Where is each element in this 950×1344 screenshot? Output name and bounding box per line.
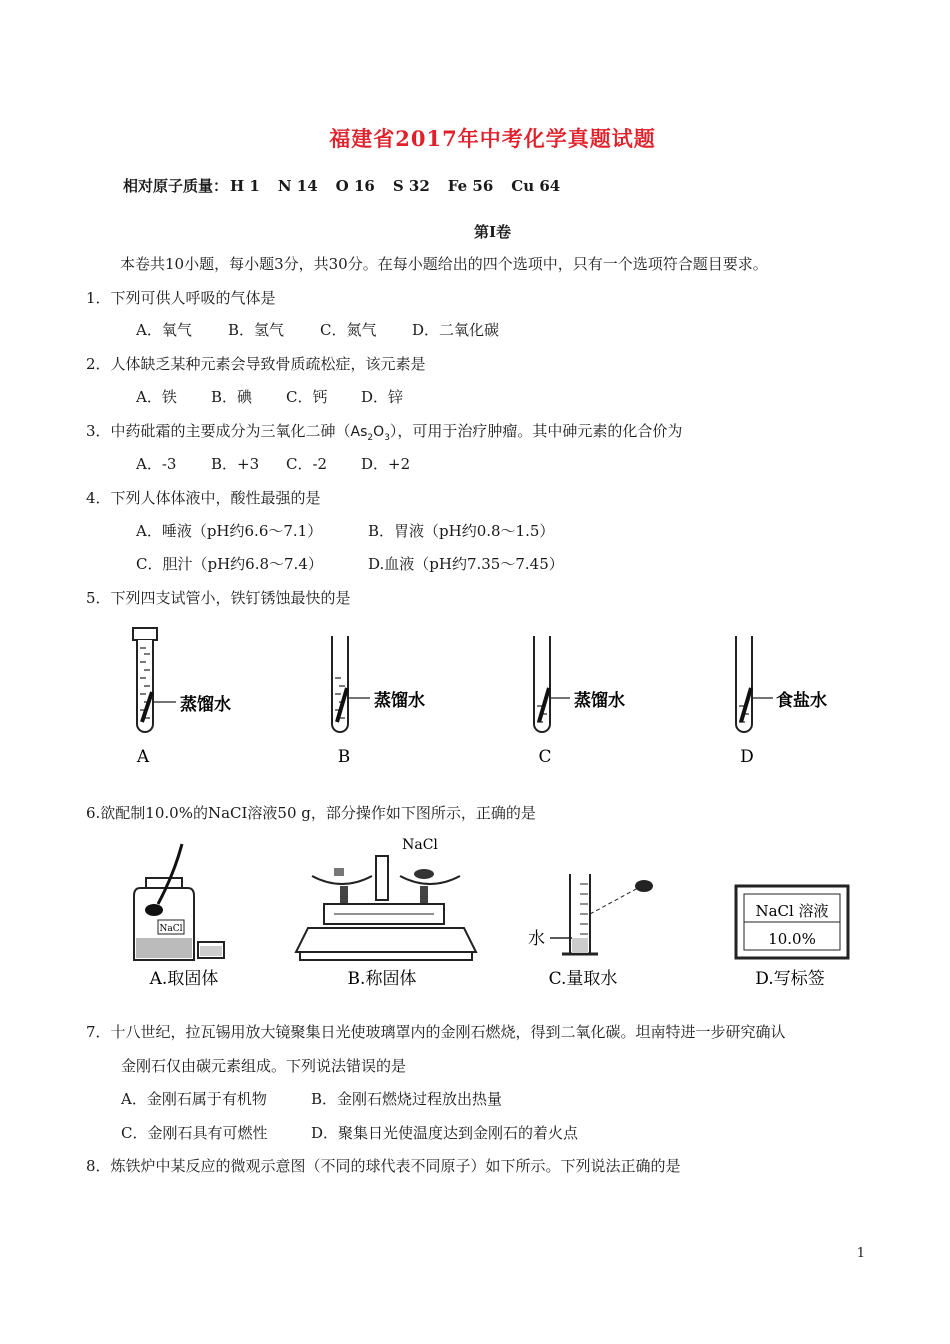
tube-a-liquid: 蒸馏水 bbox=[180, 695, 231, 715]
tag-line-2: 10.0% bbox=[768, 930, 816, 948]
q4-stem: 4．下列人体体液中，酸性最强的是 bbox=[86, 489, 321, 507]
q3-options bbox=[136, 454, 410, 474]
q1-option-a[interactable]: A．氧气 bbox=[136, 321, 192, 339]
q3-formula-as: As bbox=[350, 424, 368, 440]
q1-option-b[interactable]: B．氢气 bbox=[228, 321, 285, 339]
q4-option-c[interactable]: C．胆汁（pH约6.8～7.4） bbox=[136, 555, 323, 573]
tube-d-liquid: 食盐水 bbox=[776, 691, 827, 711]
q2-option-b[interactable]: B．碘 bbox=[211, 388, 253, 406]
tube-d-letter: D bbox=[740, 747, 754, 767]
q7-options-row2 bbox=[121, 1123, 578, 1143]
q3-option-b[interactable]: B．+3 bbox=[211, 455, 260, 473]
q6-stem: 6.欲配制10.0%的NaCI溶液50 g，部分操作如下图所示，正确的是 bbox=[86, 804, 536, 822]
q5-stem: 5．下列四支试管小，铁钉锈蚀最快的是 bbox=[86, 589, 351, 607]
q5-test-tubes-figure bbox=[100, 622, 880, 772]
q3-formula-sub2: 3 bbox=[384, 432, 390, 443]
water-label: 水 bbox=[528, 929, 545, 949]
tube-c-liquid: 蒸馏水 bbox=[574, 691, 625, 711]
q4-option-d[interactable]: D.血液（pH约7.35～7.45） bbox=[368, 555, 564, 573]
q6-operations-figure bbox=[120, 834, 860, 994]
volume-title: 第Ⅰ卷 bbox=[473, 223, 512, 241]
q4-options-row2 bbox=[136, 554, 564, 574]
q3-option-d[interactable]: D．+2 bbox=[361, 455, 411, 473]
q1-option-d[interactable]: D．二氧化碳 bbox=[412, 321, 500, 339]
tube-b-liquid: 蒸馏水 bbox=[374, 691, 425, 711]
tube-a-letter: A bbox=[136, 747, 150, 767]
caption-d: D.写标签 bbox=[755, 969, 825, 989]
tube-a[interactable] bbox=[133, 628, 176, 732]
q3-formula-sub1: 2 bbox=[367, 432, 374, 443]
bottle-label: NaCl bbox=[159, 924, 183, 934]
caption-c: C.量取水 bbox=[548, 969, 618, 989]
q3-stem bbox=[86, 421, 682, 448]
operation-b-balance[interactable] bbox=[296, 856, 476, 960]
q4-option-b[interactable]: B．胃液（pH约0.8～1.5） bbox=[368, 522, 555, 540]
mass-fe: Fe 56 bbox=[447, 177, 494, 195]
operation-c-cylinder[interactable] bbox=[550, 874, 653, 954]
q2-options bbox=[136, 387, 403, 407]
tube-d[interactable] bbox=[736, 636, 773, 732]
mass-n: N 14 bbox=[277, 177, 318, 195]
q3-option-c[interactable]: C．-2 bbox=[286, 455, 328, 473]
mass-o: O 16 bbox=[335, 177, 375, 195]
q3-stem-pre: 3．中药砒霜的主要成分为三氧化二砷（ bbox=[86, 422, 351, 440]
page-number: 1 bbox=[856, 1246, 865, 1261]
tube-c[interactable] bbox=[534, 636, 570, 732]
q3-option-a[interactable]: A．-3 bbox=[136, 455, 177, 473]
operation-a-jar[interactable] bbox=[134, 844, 224, 960]
tag-line-1: NaCl 溶液 bbox=[755, 902, 829, 920]
atomic-masses bbox=[123, 175, 578, 196]
mass-h: H 1 bbox=[230, 177, 260, 195]
page-title: 福建省2017年中考化学真题试题 bbox=[329, 126, 656, 151]
q7-stem-line2: 金刚石仅由碳元素组成。下列说法错误的是 bbox=[121, 1057, 407, 1075]
q2-option-c[interactable]: C．钙 bbox=[286, 388, 328, 406]
tube-b[interactable] bbox=[332, 636, 370, 732]
instructions: 本卷共10小题，每小题3分，共30分。在每小题给出的四个选项中，只有一个选项符合题目要求。 bbox=[120, 255, 768, 273]
q2-stem: 2．人体缺乏某种元素会导致骨质疏松症，该元素是 bbox=[86, 355, 426, 373]
tube-b-letter: B bbox=[337, 747, 351, 767]
q7-option-d[interactable]: D．聚集日光使温度达到金刚石的着火点 bbox=[311, 1124, 579, 1142]
mass-cu: Cu 64 bbox=[511, 177, 561, 195]
q8-stem: 8．炼铁炉中某反应的微观示意图（不同的球代表不同原子）如下所示。下列说法正确的是 bbox=[86, 1157, 681, 1175]
q3-stem-post: ），可用于治疗肿瘤。其中砷元素的化合价为 bbox=[389, 422, 683, 440]
tube-c-letter: C bbox=[538, 747, 552, 767]
mass-s: S 32 bbox=[392, 177, 430, 195]
q2-option-d[interactable]: D．锌 bbox=[361, 388, 404, 406]
caption-a: A.取固体 bbox=[149, 969, 219, 989]
q7-stem-line1: 7．十八世纪，拉瓦锡用放大镜聚集日光使玻璃罩内的金刚石燃烧，得到二氧化碳。坦南特进一步研究确认 bbox=[86, 1023, 786, 1041]
q3-formula-o: O bbox=[373, 424, 385, 440]
q1-stem: 1．下列可供人呼吸的气体是 bbox=[86, 289, 276, 307]
q2-option-a[interactable]: A．铁 bbox=[136, 388, 177, 406]
q7-option-b[interactable]: B．金刚石燃烧过程放出热量 bbox=[311, 1090, 503, 1108]
q3-formula bbox=[350, 424, 390, 443]
caption-b: B.称固体 bbox=[347, 969, 417, 989]
q7-options-row1 bbox=[121, 1089, 502, 1109]
q4-options-row1 bbox=[136, 521, 554, 541]
balance-label: NaCl bbox=[402, 837, 438, 853]
q1-options bbox=[136, 320, 499, 340]
q7-option-a[interactable]: A．金刚石属于有机物 bbox=[121, 1090, 267, 1108]
q1-option-c[interactable]: C．氮气 bbox=[320, 321, 377, 339]
q7-option-c[interactable]: C．金刚石具有可燃性 bbox=[121, 1124, 268, 1142]
q4-option-a[interactable]: A．唾液（pH约6.6～7.1） bbox=[136, 522, 323, 540]
atomic-masses-label: 相对原子质量： bbox=[123, 177, 229, 195]
